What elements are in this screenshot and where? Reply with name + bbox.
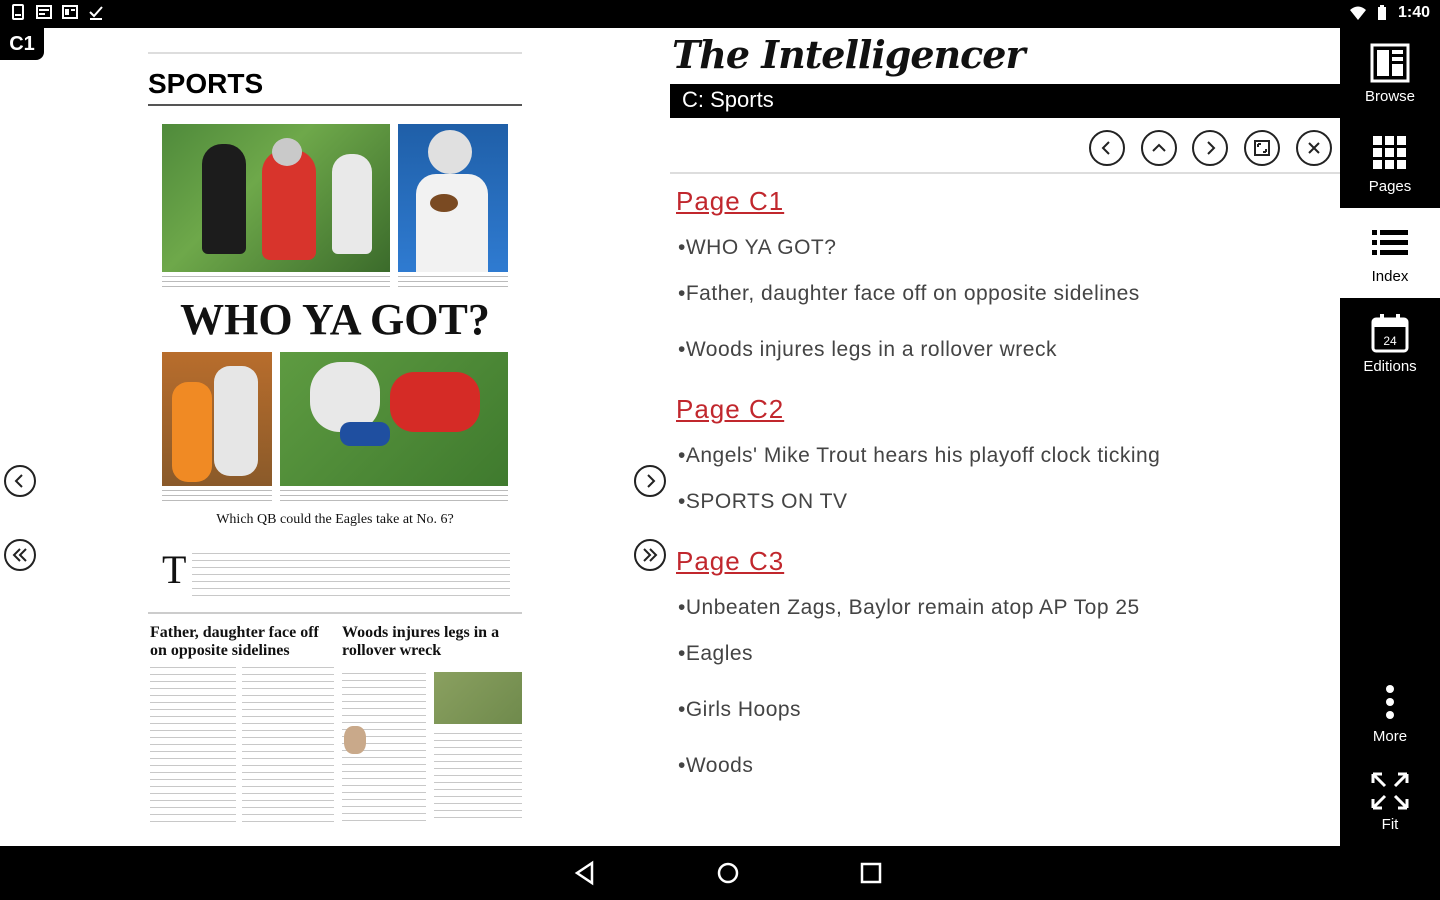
rail-browse-button[interactable] — [1340, 28, 1440, 118]
news-notification-icon — [36, 4, 52, 20]
newspaper-page[interactable] — [148, 46, 522, 826]
photo-crash-scene — [434, 672, 522, 724]
rail-browse-label: Browse — [1364, 87, 1416, 105]
rail-editions-button[interactable] — [1340, 298, 1440, 388]
chevron-left-icon — [11, 472, 29, 490]
rail-index-label: Index — [1371, 267, 1409, 285]
page-badge: C1 — [0, 28, 44, 60]
story-link[interactable]: •WHO YA GOT? — [678, 236, 837, 259]
browse-icon — [1369, 42, 1411, 84]
photo-caption — [162, 274, 390, 290]
index-list — [676, 186, 1326, 810]
page-masthead — [148, 46, 522, 54]
photo-tackle — [280, 352, 508, 486]
page-link-c3[interactable]: Page C3 — [676, 546, 785, 576]
body-text — [434, 730, 522, 824]
next-page-button[interactable] — [634, 465, 666, 497]
story-link[interactable]: •Father, daughter face off on opposite sidelines — [678, 282, 1140, 305]
battery-icon — [1374, 5, 1390, 21]
recents-icon[interactable] — [858, 860, 884, 886]
list-icon — [1369, 222, 1411, 264]
double-chevron-right-icon — [641, 546, 659, 564]
body-text — [150, 664, 236, 824]
story-link[interactable]: •SPORTS ON TV — [678, 490, 848, 513]
section-title-bar: C: Sports — [670, 84, 1340, 118]
publication-logo: The Intelligencer — [672, 32, 1025, 77]
chevron-right-icon — [641, 472, 659, 490]
previous-page-button[interactable] — [4, 465, 36, 497]
system-navigation-bar — [0, 846, 1440, 900]
calendar-icon — [1369, 312, 1411, 354]
calendar-day: 24 — [1383, 333, 1397, 348]
last-page-button[interactable] — [634, 539, 666, 571]
close-index-button[interactable] — [1296, 130, 1332, 166]
status-bar — [0, 0, 1440, 28]
expand-icon — [1252, 138, 1272, 158]
photo-qb-practice — [162, 124, 390, 272]
previous-section-button[interactable] — [1089, 130, 1125, 166]
page-link-c2[interactable]: Page C2 — [676, 394, 785, 424]
download-done-icon — [88, 4, 104, 20]
more-vertical-icon — [1369, 682, 1411, 724]
phone-notification-icon — [10, 4, 26, 20]
grid-icon — [1369, 132, 1411, 174]
drop-cap: T — [162, 547, 187, 592]
wifi-icon — [1350, 5, 1366, 21]
next-section-button[interactable] — [1192, 130, 1228, 166]
body-text — [242, 664, 334, 824]
rail-more-button[interactable] — [1340, 668, 1440, 758]
divider — [148, 612, 522, 614]
index-toolbar — [670, 128, 1340, 174]
story-headline-father-daughter: Father, daughter face off on opposite sidelines — [150, 624, 319, 659]
double-chevron-left-icon — [11, 546, 29, 564]
rail-fit-button[interactable] — [1340, 756, 1440, 846]
right-rail — [1340, 28, 1440, 846]
story-link[interactable]: •Eagles — [678, 642, 754, 665]
rail-pages-button[interactable] — [1340, 118, 1440, 208]
story-link[interactable]: •Angels' Mike Trout hears his playoff clock ticking — [678, 444, 1161, 467]
rail-more-label: More — [1372, 727, 1408, 745]
chevron-right-icon — [1200, 138, 1220, 158]
subhead: Which QB could the Eagles take at No. 6? — [216, 512, 454, 527]
photo-caption — [398, 274, 508, 290]
fit-screen-icon — [1369, 770, 1411, 812]
story-link[interactable]: •Woods — [678, 754, 754, 777]
expand-button[interactable] — [1244, 130, 1280, 166]
rail-pages-label: Pages — [1368, 177, 1412, 195]
rail-editions-label: Editions — [1363, 357, 1417, 375]
photo-caption — [162, 488, 272, 504]
status-time: 1:40 — [1397, 4, 1430, 21]
first-page-button[interactable] — [4, 539, 36, 571]
main-headline: WHO YA GOT? — [180, 295, 490, 344]
photo-headshot — [344, 726, 366, 754]
rail-fit-label: Fit — [1381, 815, 1399, 833]
story-link[interactable]: •Woods injures legs in a rollover wreck — [678, 338, 1057, 361]
chevron-up-icon — [1149, 138, 1169, 158]
story-headline-woods: Woods injures legs in a rollover wreck — [342, 624, 500, 659]
body-text — [192, 550, 510, 602]
story-link[interactable]: •Unbeaten Zags, Baylor remain atop AP Top 25 — [678, 596, 1140, 619]
page-link-c1[interactable]: Page C1 — [676, 186, 785, 216]
back-icon[interactable] — [572, 860, 598, 886]
chevron-left-icon — [1097, 138, 1117, 158]
home-icon[interactable] — [715, 860, 741, 886]
photo-ohio-state-qb — [398, 124, 508, 272]
photo-lineman — [162, 352, 272, 486]
index-panel — [670, 28, 1340, 846]
close-icon — [1304, 138, 1324, 158]
scroll-up-button[interactable] — [1141, 130, 1177, 166]
rail-index-button[interactable] — [1340, 208, 1440, 298]
photo-caption — [280, 488, 508, 504]
story-link[interactable]: •Girls Hoops — [678, 698, 802, 721]
newspaper-notification-icon — [62, 4, 78, 20]
page-section-title: SPORTS — [148, 68, 522, 106]
